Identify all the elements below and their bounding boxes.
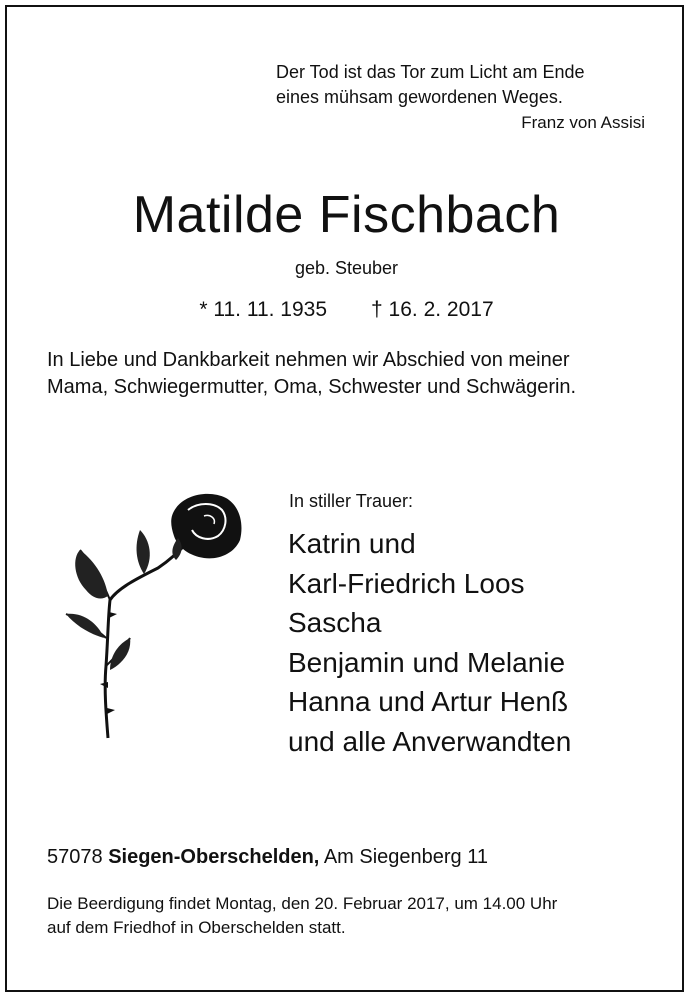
birth-date: * 11. 11. 1935 — [199, 298, 328, 321]
life-dates — [0, 298, 693, 322]
mourner-line: Benjamin und Melanie — [288, 646, 566, 678]
address-city: Siegen-Oberschelden, — [108, 846, 320, 868]
death-date: † 16. 2. 2017 — [371, 298, 494, 321]
address-zip: 57078 — [47, 846, 103, 868]
mourning-heading: In stiller Trauer: — [289, 491, 414, 511]
deceased-name: Matilde Fischbach — [132, 186, 561, 244]
farewell-line-2: Mama, Schwiegermutter, Oma, Schwester und Schwägerin. — [47, 376, 577, 398]
mourner-line: Katrin und — [288, 528, 416, 559]
mourner-line: Hanna und Artur Henß — [288, 686, 569, 717]
mourner-line: und alle Anverwandten — [288, 725, 572, 757]
quote-line-1: Der Tod ist das Tor zum Licht am Ende — [276, 62, 585, 82]
mourner-line: Sascha — [288, 607, 382, 638]
burial-line-1: Die Beerdigung findet Montag, den 20. Februar 2017, um 14.00 Uhr — [47, 894, 558, 913]
quote-author: Franz von Assisi — [521, 113, 645, 132]
burial-info — [47, 892, 557, 940]
birth-name: geb. Steuber — [294, 258, 399, 278]
quote — [276, 60, 584, 110]
address-street: Am Siegenberg 11 — [323, 846, 488, 868]
mourner-line: Karl-Friedrich Loos — [288, 567, 525, 599]
family-address — [47, 846, 488, 869]
burial-line-2: auf dem Friedhof in Oberschelden statt. — [47, 918, 346, 937]
mourners-list — [288, 524, 571, 761]
rose-illustration — [58, 488, 248, 748]
quote-line-2: eines mühsam gewordenen Weges. — [276, 87, 563, 107]
farewell-line-1: In Liebe und Dankbarkeit nehmen wir Abschied von meiner — [47, 349, 570, 371]
farewell-text — [47, 347, 576, 401]
